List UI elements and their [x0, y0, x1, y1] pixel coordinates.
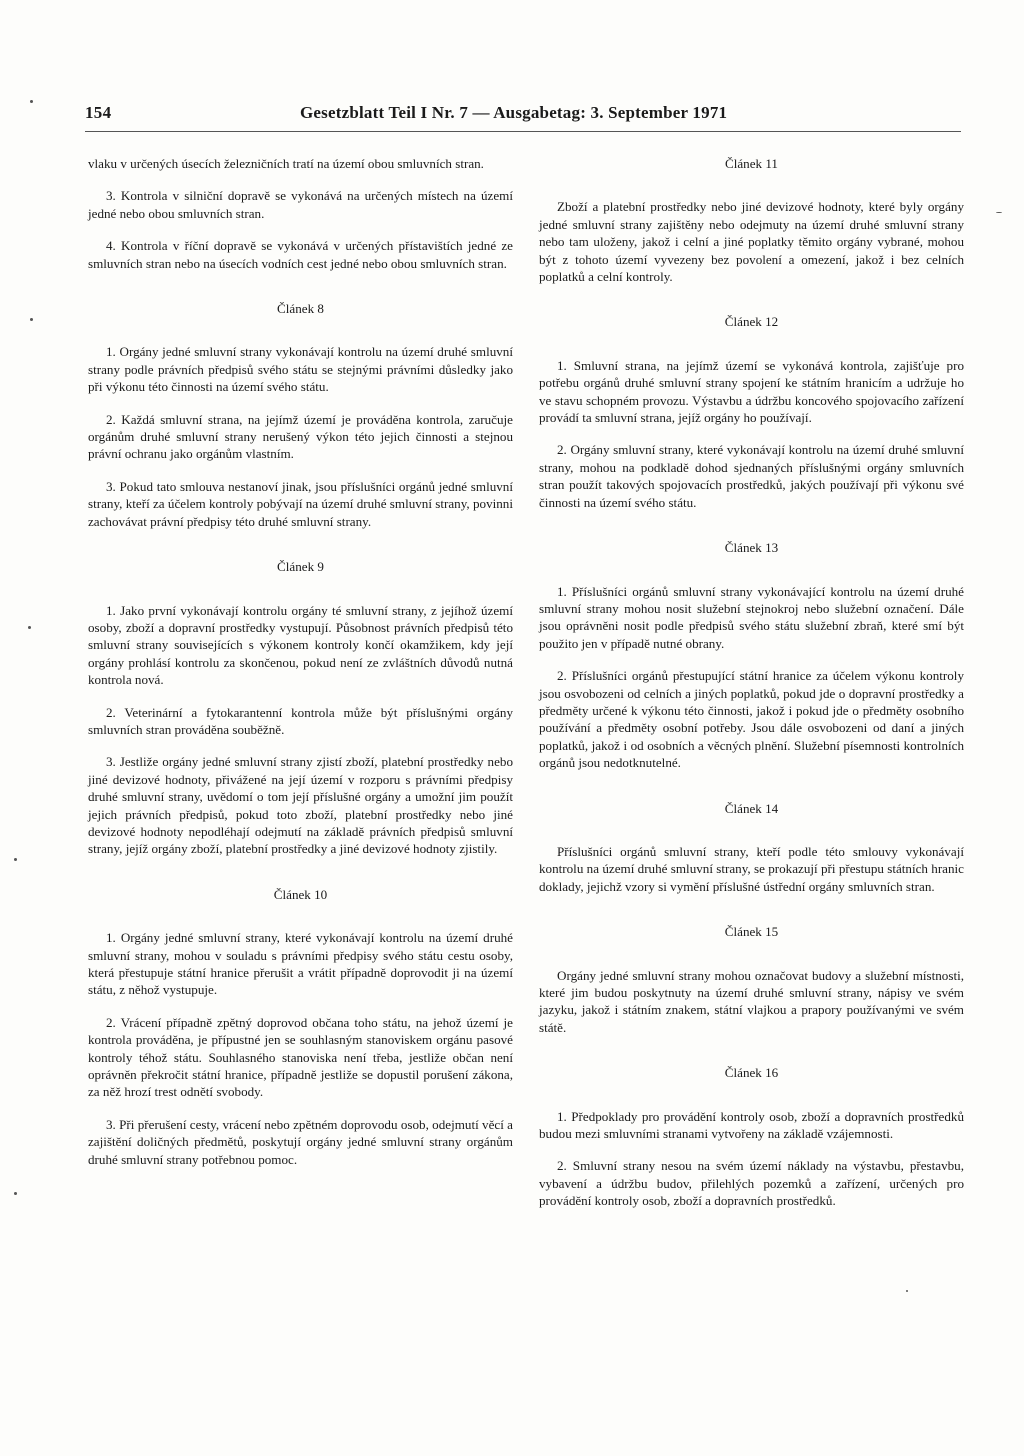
left-column	[88, 155, 513, 1183]
right-column	[539, 155, 964, 1225]
paragraph: 2. Každá smluvní strana, na jejímž území je prováděna kontrola, zaručuje orgánům druhé smluvní strany nerušený výkon této jejich činnosti a stejnou právní ochranu jako orgánům vlastním.	[88, 411, 513, 462]
paragraph: Orgány jedné smluvní strany mohou označovat budovy a služební místnosti, které jim budou poskytnuty na území druhé smluvní strany, nápisy ve svém jazyku, jakož i státním znakem, státní vlajkou a prapory používanými ve svém státě.	[539, 967, 964, 1035]
article-heading: Článek 14	[724, 800, 779, 816]
running-head: Gesetzblatt Teil I Nr. 7 — Ausgabetag: 3. September 1971	[300, 103, 728, 122]
scan-speck	[14, 1192, 17, 1195]
article-heading: Článek 15	[724, 924, 779, 940]
article-heading: Článek 16	[724, 1065, 779, 1081]
paragraph: 2. Orgány smluvní strany, které vykonávají kontrolu na území druhé smluvní strany, mohou na podkladě dohod sjednaných příslušnými orgány smluvních stran použít takových spojovacích prostředků, jakých používají při výkonu své činnosti na území svého státu.	[539, 442, 964, 510]
paragraph: 3. Při přerušení cesty, vrácení nebo zpětném doprovodu osob, odejmutí věcí a zajištění doličných předmětů, poskytují orgány jedné smluvní strany orgánům druhé smluvní strany potřebnou pomoc.	[88, 1116, 513, 1167]
article-heading: Článek 11	[725, 156, 778, 171]
paragraph: 3. Jestliže orgány jedné smluvní strany zjistí zboží, platební prostředky nebo jiné devizové hodnoty, přivážené na její území v rozporu s právními předpisy druhé smluvní strany, uvědomí o tom její příslušné orgány a umožní jim použít jejich právních předpisů, pokud toto zboží, platební prostředky nebo jiné devizové hodnoty nepodléhají odejmutí na základě právních předpisů smluvní strany, jejíž orgány zboží, platební prostředky a jiné devizové hodnoty zjistily.	[88, 754, 513, 857]
scan-speck	[14, 858, 17, 861]
paragraph: 2. Vrácení případně zpětný doprovod občana toho státu, na jehož území je kontrola prováděna, je přípustné jen se souhlasným stanoviskem orgánu pasové kontroly téhož státu. Souhlasného stanoviska není třeba, jestliže občan není oprávněn překročit státní hranice, případně jestliže se dopustil porušení zákona, za něž hrozí trest odnětí svobody.	[88, 1014, 513, 1100]
scan-speck	[30, 318, 33, 321]
article-heading: Článek 10	[273, 886, 328, 902]
scan-speck	[28, 626, 31, 629]
continuation-paragraph: vlaku v určených úsecích železničních tratí na území obou smluvních stran.	[88, 156, 484, 171]
article-heading: Článek 9	[277, 559, 324, 575]
scan-speck	[30, 100, 33, 103]
paragraph: 1. Příslušníci orgánů smluvní strany vykonávající kontrolu na území druhé smluvní strany mohou nosit služební stejnokroj nebo služební označení. Dále jsou oprávněni nosit podle předpisů svého státu služební zbraň, které smí být použito jen v případě nutné obrany.	[539, 583, 964, 651]
header-rule	[85, 131, 961, 132]
scan-speck	[996, 212, 1002, 213]
paragraph: 1. Orgány jedné smluvní strany, které vykonávají kontrolu na území druhé smluvní strany, mohou v souladu s právními předpisy svého státu cestu osoby, která přestupuje státní hranice přerušit a vrátit případně doprovodit ji na území státu, z něhož vystupuje.	[88, 930, 513, 998]
paragraph: Zboží a platební prostředky nebo jiné devizové hodnoty, které byly orgány jedné smluvní strany zajištěny nebo odejmuty na území druhé smluvní strany nebo tam uloženy, jakož i celní a jiné poplatky těmito orgány vybrané, mohou být z tohoto území vyvezeny bez povolení a omezení, jakož i bez celních poplatků a celní kontroly.	[539, 199, 964, 285]
article-heading: Článek 12	[724, 314, 779, 330]
paragraph: 1. Jako první vykonávají kontrolu orgány té smluvní strany, z jejíhož území osoby, zboží a dopravní prostředky vystupují. Působnost právních předpisů této smluvní strany souvisejících s výkonem kontroly končí okamžikem, kdy její orgány prohlásí kontrolu za skončenou, pokud není ze zvláštních důvodů nutná kontrola nová.	[88, 602, 513, 688]
article-heading: Článek 8	[277, 301, 324, 317]
paragraph: Příslušníci orgánů smluvní strany, kteří podle této smlouvy vykonávají kontrolu na území druhé smluvní strany, se prokazují při přestupu státních hranic doklady, jejichž vzory si vymění příslušné ústřední orgány smluvních stran.	[539, 843, 964, 894]
paragraph: 2. Veterinární a fytokarantenní kontrola může být příslušnými orgány smluvních stran prováděna souběžně.	[88, 704, 513, 737]
paragraph: 4. Kontrola v říční dopravě se vykonává v určených přístavištích jedné ze smluvních stran nebo na úsecích vodních cest jedné nebo obou smluvních stran.	[88, 238, 513, 271]
paragraph: 1. Předpoklady pro provádění kontroly osob, zboží a dopravních prostředků budou mezi smluvními stranami vytvořeny na základě vzájemnosti.	[539, 1108, 964, 1142]
paragraph: 2. Příslušníci orgánů přestupující státní hranice za účelem výkonu kontroly jsou osvobozeni od celních a jiných poplatků, pokud jde o dopravní prostředky a předměty určené k výkonu této činnosti, jakož i pokud jde o předměty osobního používání a předměty osobní potřeby. Jsou dále osvobozeni od daní a jiných poplatků, jakož i od osobních a věcných plnění. Služební písemnosti kontrolních orgánů jsou nedotknutelné.	[539, 668, 964, 771]
article-heading: Článek 13	[724, 540, 779, 556]
scan-speck	[906, 1290, 908, 1292]
paragraph: 2. Smluvní strany nesou na svém území náklady na výstavbu, přestavbu, vybavení a údržbu budov, přilehlých pozemků a zařízení, určených pro provádění kontroly osob, zboží a dopravních prostředků.	[539, 1158, 964, 1209]
paragraph: 3. Kontrola v silniční dopravě se vykonává na určených místech na území jedné nebo obou smluvních stran.	[88, 188, 513, 221]
page-number: 154	[85, 103, 112, 122]
paragraph: 1. Orgány jedné smluvní strany vykonávají kontrolu na území druhé smluvní strany podle právních předpisů svého státu se stejnými právními důsledky jako při výkonu této činnosti na území svého státu.	[88, 344, 513, 395]
paragraph: 1. Smluvní strana, na jejímž území se vykonává kontrola, zajišťuje pro potřebu orgánů druhé smluvní strany spojení ke státním hranicím a udržuje ho ve stavu schopném provozu. Výstavbu a údržbu koncového spojovacího zařízení provádí ta smluvní strana, jejíž orgány ho používají.	[539, 357, 964, 426]
paragraph: 3. Pokud tato smlouva nestanoví jinak, jsou příslušníci orgánů jedné smluvní strany, kteří za účelem kontroly pobývají na území druhé smluvní strany, povinni zachovávat právní předpisy této druhé smluvní strany.	[88, 478, 513, 529]
